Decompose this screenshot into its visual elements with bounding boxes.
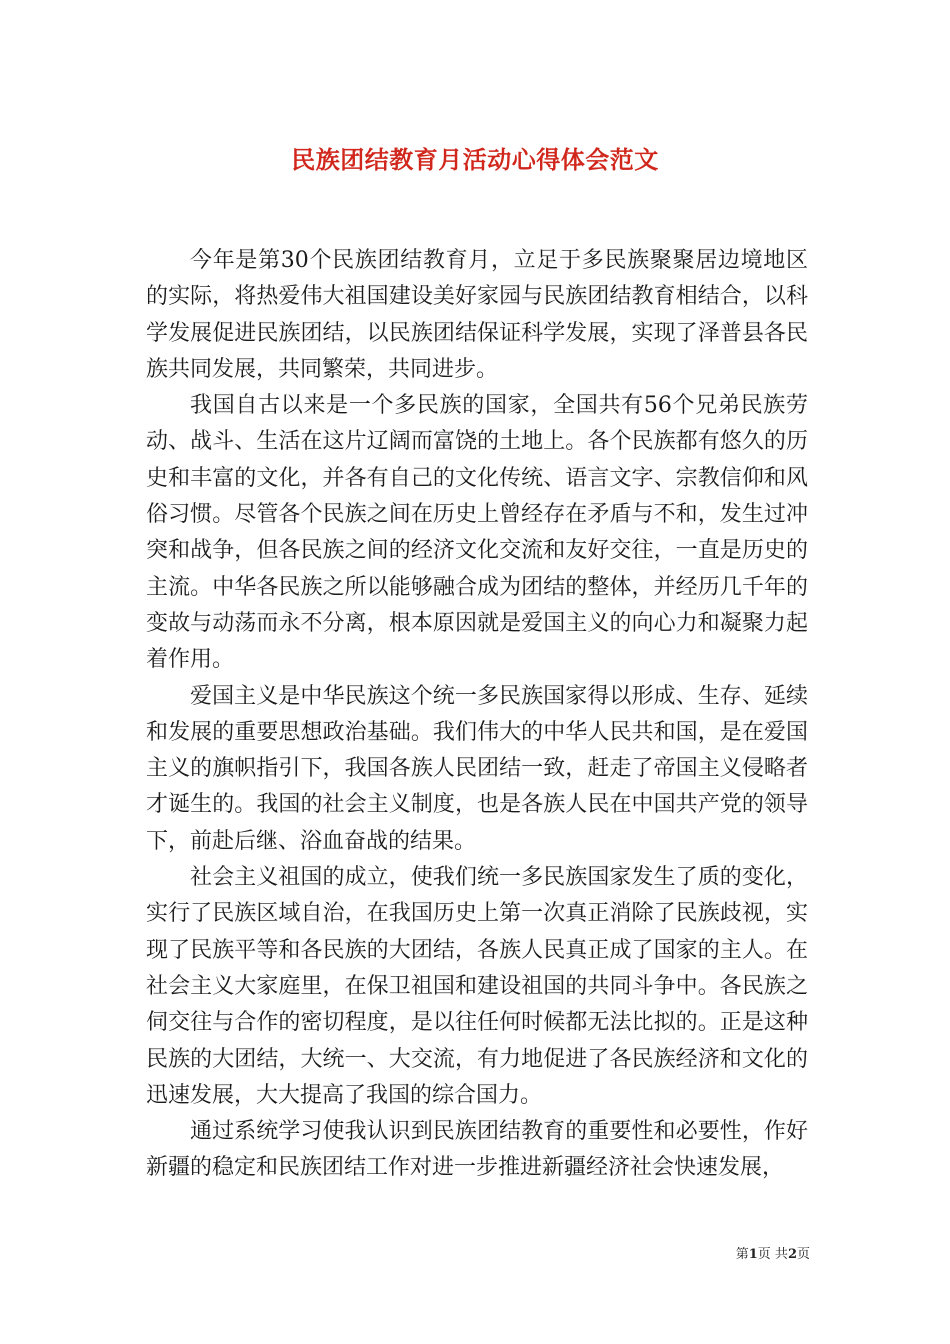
page-number-footer (690, 1246, 810, 1264)
paragraph-5: 通过系统学习使我认识到民族团结教育的重要性和必要性，作好新疆的稳定和民族团结工作对进一步推进新疆经济社会快速发展， (146, 1119, 808, 1181)
footer-middle: 页 共 (757, 1247, 788, 1262)
footer-suffix: 页 (796, 1247, 810, 1262)
footer-total-pages: 2 (787, 1247, 797, 1262)
paragraph-4: 社会主义祖国的成立，使我们统一多民族国家发生了质的变化，实行了民族区域自治，在我国历史上第一次真正消除了民族歧视，实现了民族平等和各民族的大团结，各族人民真正成了国家的主人。在社会主义大家庭里，在保卫祖国和建设祖国的共同斗争中。各民族之伺交往与合作的密切程度，是以往任何时候都无法比拟的。正是这种民族的大团结，大统一、大交流，有力地促进了各民族经济和文化的迅速发展，大大提高了我国的综合国力。 (146, 865, 808, 1108)
document-body (146, 243, 808, 1187)
paragraph-2: 我国自古以来是一个多民族的国家，全国共有56个兄弟民族劳动、战斗、生活在这片辽阔而富饶的土地上。各个民族都有悠久的历史和丰富的文化，并各有自己的文化传统、语言文字、宗教信仰和风俗习惯。尽管各个民族之间在历史上曾经存在矛盾与不和，发生过冲突和战争，但各民族之间的经济文化交流和友好交往，一直是历史的主流。中华各民族之所以能够融合成为团结的整体，并经历几千年的变故与动荡而永不分离，根本原因就是爱国主义的向心力和凝聚力起着作用。 (146, 393, 808, 673)
paragraph-3: 爱国主义是中华民族这个统一多民族国家得以形成、生存、延续和发展的重要思想政治基础。我们伟大的中华人民共和国，是在爱国主义的旗帜指引下，我国各族人民团结一致，赶走了帝国主义侵略者才诞生的。我国的社会主义制度，也是各族人民在中国共产党的领导下，前赴后继、浴血奋战的结果。 (146, 683, 808, 854)
paragraph-1: 今年是第30个民族团结教育月，立足于多民族聚聚居边境地区的实际，将热爱伟大祖国建设美好家园与民族团结教育相结合，以科学发展促进民族团结，以民族团结保证科学发展，实现了泽普县各民族共同发展，共同繁荣，共同进步。 (146, 248, 808, 382)
footer-prefix: 第 (735, 1247, 749, 1262)
document-title: 民族团结教育月活动心得体会范文 (291, 145, 659, 175)
footer-current-page: 1 (748, 1247, 758, 1262)
